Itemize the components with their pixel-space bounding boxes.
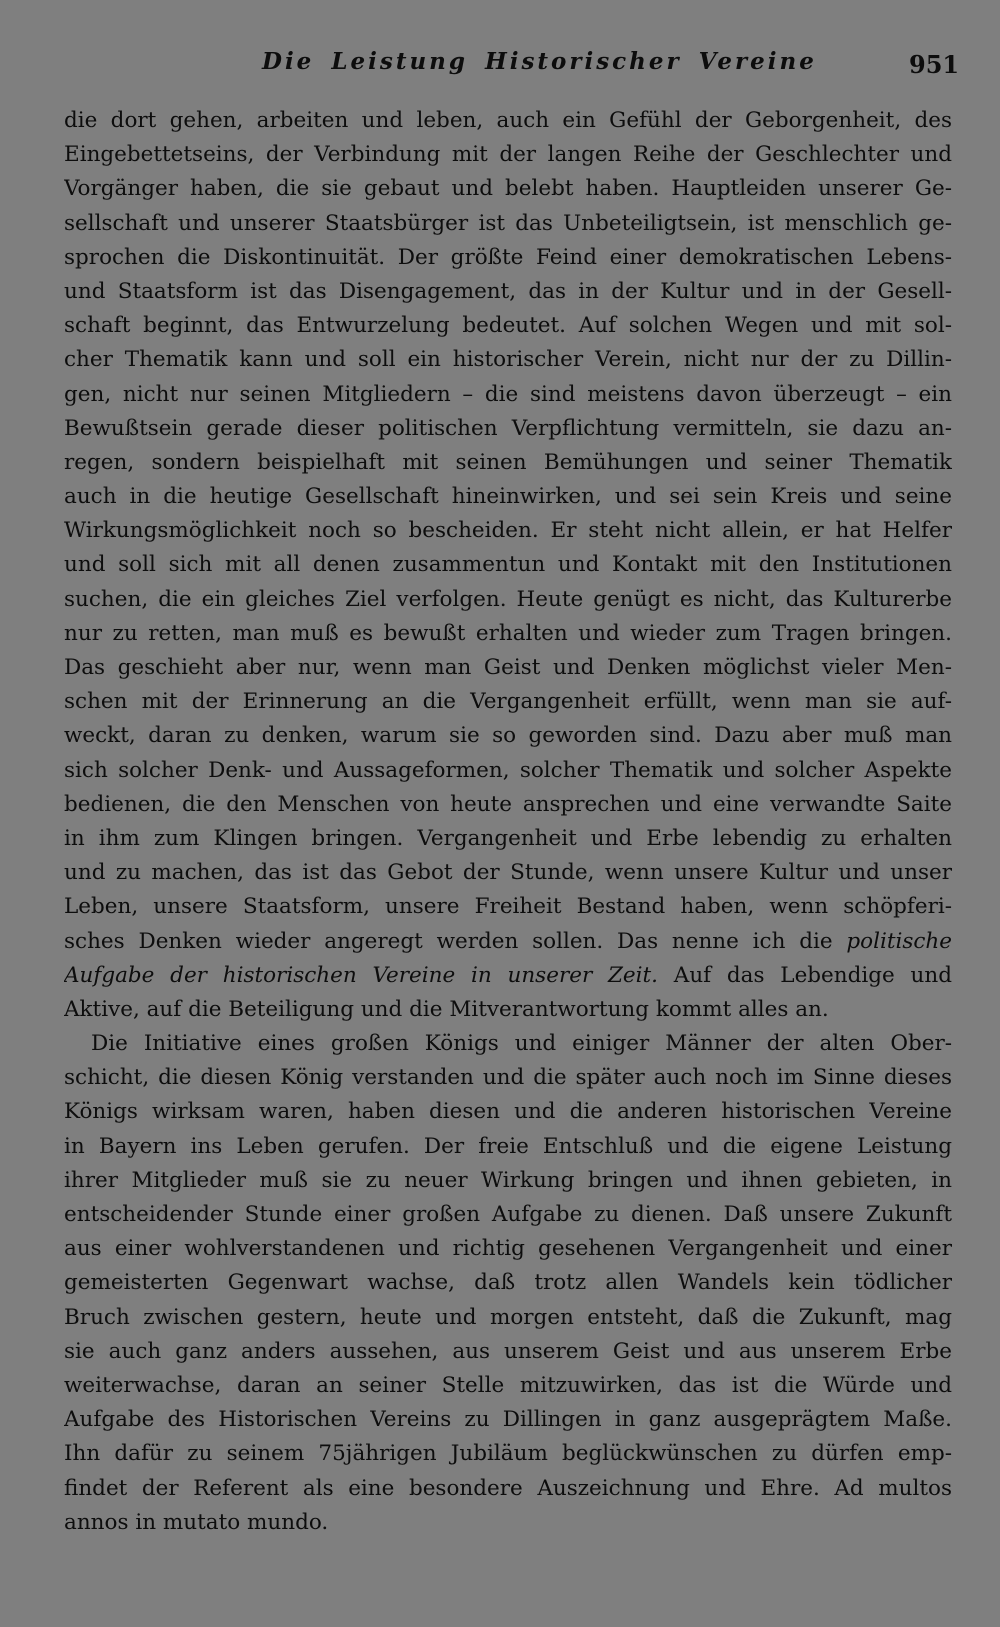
text-line: ihrer Mitglieder muß sie zu neuer Wirkung bringen und ihnen gebieten, in <box>64 1167 952 1193</box>
text-line: auch in die heutige Gesellschaft hineinwirken, und sei sein Kreis und seine <box>64 484 952 510</box>
text-line: sprochen die Diskontinuität. Der größte Feind einer demokratischen Lebens- <box>64 244 952 270</box>
text-line: nur zu retten, man muß es bewußt erhalten und wieder zum Tragen bringen. <box>64 620 952 646</box>
text-line: Wirkungsmöglichkeit noch so bescheiden. Er steht nicht allein, er hat Helfer <box>64 518 952 544</box>
paragraph <box>64 104 952 1027</box>
text-line <box>64 959 952 993</box>
text-line: sie auch ganz anders aussehen, aus unserem Geist und aus unserem Erbe <box>64 1338 952 1364</box>
text-line: Bewußtsein gerade dieser politischen Verpflichtung vermitteln, sie dazu an- <box>64 415 952 441</box>
paragraph <box>64 1027 952 1540</box>
text-line: Eingebettetseins, der Verbindung mit der langen Reihe der Geschlechter und <box>64 142 952 168</box>
text-line: findet der Referent als eine besondere Auszeichnung und Ehre. Ad multos <box>64 1475 952 1501</box>
text-line: Das geschieht aber nur, wenn man Geist und Denken möglichst vieler Men- <box>64 655 952 680</box>
text-line: Vorgänger haben, die sie gebaut und belebt haben. Hauptleiden unserer Ge- <box>64 176 952 202</box>
text-run: Auf das Lebendige und <box>658 962 952 988</box>
text-line <box>64 925 952 959</box>
body-text <box>64 104 952 1540</box>
text-line: in ihm zum Klingen bringen. Vergangenheit und Erbe lebendig zu erhalten <box>64 825 952 851</box>
italic-phrase: Aufgabe der historischen Vereine in unserer Zeit. <box>64 962 659 988</box>
text-line: schaft beginnt, das Entwurzelung bedeutet. Auf solchen Wegen und mit sol- <box>64 313 952 339</box>
text-line: schen mit der Erinnerung an die Vergangenheit erfüllt, wenn man sie auf- <box>64 689 952 715</box>
text-line: annos in mutato mundo. <box>64 1509 329 1535</box>
text-line: Ihn dafür zu seinem 75jährigen Jubiläum beglückwünschen zu dürfen emp- <box>64 1441 952 1467</box>
text-line: Aktive, auf die Beteiligung und die Mitverantwortung kommt alles an. <box>64 996 829 1022</box>
running-title: Die Leistung Historischer Vereine <box>262 48 817 75</box>
text-line: und zu machen, das ist das Gebot der Stunde, wenn unsere Kultur und unser <box>64 860 952 886</box>
text-line: in Bayern ins Leben gerufen. Der freie Entschluß und die eigene Leistung <box>64 1133 952 1159</box>
text-line: die dort gehen, arbeiten und leben, auch ein Gefühl der Geborgenheit, des <box>64 108 952 133</box>
text-line: bedienen, die den Menschen von heute ansprechen und eine verwandte Saite <box>64 791 952 817</box>
text-line: regen, sondern beispielhaft mit seinen Bemühungen und seiner Thematik <box>64 449 952 475</box>
text-line: weiterwachse, daran an seiner Stelle mitzuwirken, das ist die Würde und <box>64 1372 952 1398</box>
page-number: 951 <box>909 50 960 79</box>
text-line: Bruch zwischen gestern, heute und morgen entsteht, daß die Zukunft, mag <box>64 1304 952 1330</box>
text-line: schicht, die diesen König verstanden und die später auch noch im Sinne dieses <box>64 1065 952 1091</box>
text-line: weckt, daran zu denken, warum sie so geworden sind. Dazu aber muß man <box>64 723 952 749</box>
text-line: cher Thematik kann und soll ein historischer Verein, nicht nur der zu Dillin- <box>64 347 952 373</box>
text-run: sches Denken wieder angeregt werden sollen. Das nenne ich die <box>64 928 847 954</box>
text-line: und Staatsform ist das Disengagement, das in der Kultur und in der Gesell- <box>64 278 952 304</box>
text-line: Aufgabe des Historischen Vereins zu Dillingen in ganz ausgeprägtem Maße. <box>64 1407 952 1433</box>
text-line: Leben, unsere Staatsform, unsere Freiheit Bestand haben, wenn schöpferi- <box>64 894 952 920</box>
text-line: sellschaft und unserer Staatsbürger ist das Unbeteiligtsein, ist menschlich ge- <box>64 210 952 236</box>
italic-phrase: politische <box>846 928 952 954</box>
text-line: und soll sich mit all denen zusammentun und Kontakt mit den Institutionen <box>64 552 952 578</box>
text-line: sich solcher Denk- und Aussageformen, solcher Thematik und solcher Aspekte <box>64 757 952 783</box>
text-line: Die Initiative eines großen Königs und einiger Männer der alten Ober- <box>91 1031 952 1057</box>
text-line: gemeisterten Gegenwart wachse, daß trotz allen Wandels kein tödlicher <box>64 1270 952 1296</box>
text-line: aus einer wohlverstandenen und richtig gesehenen Vergangenheit und einer <box>64 1236 952 1262</box>
text-line: entscheidender Stunde einer großen Aufgabe zu dienen. Daß unsere Zukunft <box>64 1202 952 1227</box>
text-line: Königs wirksam waren, haben diesen und die anderen historischen Vereine <box>64 1099 952 1125</box>
text-line: gen, nicht nur seinen Mitgliedern – die sind meistens davon überzeugt – ein <box>64 381 952 407</box>
text-line: suchen, die ein gleiches Ziel verfolgen. Heute genügt es nicht, das Kulturerbe <box>64 586 952 612</box>
